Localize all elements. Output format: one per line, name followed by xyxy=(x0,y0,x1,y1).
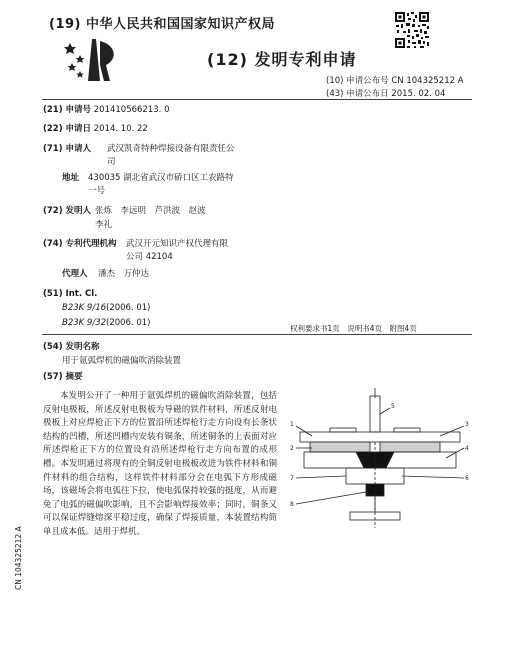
side-publication-number: CN 104325212 A xyxy=(14,526,23,590)
title-label: (54) 发明名称 xyxy=(43,342,100,352)
application-date-label: (22) 申请日 xyxy=(43,124,92,134)
figure-label-8: 8 xyxy=(290,501,294,508)
figure-label-2: 2 xyxy=(290,445,294,452)
application-number xyxy=(43,104,169,116)
support-block xyxy=(346,468,404,484)
patent-office-logo xyxy=(60,35,122,85)
workpiece-left xyxy=(310,442,370,452)
application-number-label: (21) 申请号 xyxy=(43,105,92,115)
agency-line1: 武汉开元知识产权代理有限 xyxy=(126,239,229,249)
document-type: (12) 发明专利申请 xyxy=(207,50,357,69)
publication-date-value: 2015. 02. 04 xyxy=(391,89,446,99)
application-number-value: 201410566213. 0 xyxy=(93,105,170,115)
agency-line2: 公司 42104 xyxy=(126,252,173,262)
figure-label-4: 4 xyxy=(465,445,469,452)
agent-label: 代理人 xyxy=(62,269,88,279)
inventors-line1: 张炼 李远明 芦洪波 赵波 xyxy=(95,206,206,216)
ipc-entry-2 xyxy=(62,317,151,329)
int-cl-label: (51) Int. Cl. xyxy=(43,289,98,299)
leader-5 xyxy=(380,408,390,414)
figure-label-7: 7 xyxy=(290,475,294,482)
figure-label-5: 5 xyxy=(391,403,395,410)
leader-1 xyxy=(296,426,312,436)
applicant-line1: 武汉凯奇特种焊接设备有限责任公 xyxy=(107,144,235,154)
leader-7 xyxy=(296,476,346,478)
application-date xyxy=(43,123,148,135)
leader-6 xyxy=(402,476,464,478)
abstract-label: (57) 摘要 xyxy=(43,372,83,382)
figure-label-3: 3 xyxy=(465,421,469,428)
abstract-text: 本发明公开了一种用于氩弧焊机的磁偏吹消除装置，包括反射电极板，所述反射电极板为导磁的铁件材料，所述反射电极板上对应焊枪正下方的位置沿所述焊枪行走方向设有长条状结构的凹槽，所述凹槽内安装有铜条，所述铜条的上表面对应所述焊枪正下方的位置设有沿所述焊枪行走方向布置的成形槽。本发明通过将现有的全铜反射电极板改进为铁件材料和铜件材料的组合结构，这样铁件材料部分会在电弧下方形成磁场，该磁场会将电弧往下拉，使电弧保持较强的挺度，从而避免了电弧的磁偏吹影响，且不会影响焊接效率；同时，铜条又可以保证焊缝熔深平稳过度，确保了焊接质量，本装置结构简单且成本低。适用于焊机。 xyxy=(43,391,277,537)
agency-label: (74) 专利代理机构 xyxy=(43,239,117,249)
header-rule xyxy=(42,99,472,100)
abstract-drawing xyxy=(290,388,470,538)
address-line1: 430035 湖北省武汉市硚口区工农路特 xyxy=(88,173,234,183)
publication-number-value: CN 104325212 A xyxy=(391,76,464,86)
workpiece-right xyxy=(380,442,440,452)
section-rule xyxy=(42,334,472,335)
ipc-entry-1 xyxy=(62,302,151,314)
address-label: 地址 xyxy=(62,173,80,183)
publication-date-label: (43) 申请公布日 xyxy=(326,89,389,99)
clamp-left xyxy=(330,428,356,432)
inventors-line2: 李礼 xyxy=(95,220,113,230)
publication-number-label: (10) 申请公布号 xyxy=(326,76,389,86)
issuing-office: (19) 中华人民共和国国家知识产权局 xyxy=(49,17,275,32)
torch-body xyxy=(370,396,380,432)
ipc-code-2: B23K 9/32 xyxy=(62,318,107,328)
ipc-year-1: (2006. 01) xyxy=(106,303,151,313)
publication-date xyxy=(326,87,445,99)
clamp-right xyxy=(394,428,420,432)
ipc-code-1: B23K 9/16 xyxy=(62,303,107,313)
applicant-line2: 司 xyxy=(107,157,116,167)
top-plate xyxy=(300,432,460,442)
ipc-year-2: (2006. 01) xyxy=(106,318,151,328)
address-line2: 一号 xyxy=(88,186,106,196)
figure-label-6: 6 xyxy=(465,475,469,482)
inventor-label: (72) 发明人 xyxy=(43,206,92,216)
qr-code xyxy=(394,11,430,49)
applicant-label: (71) 申请人 xyxy=(43,144,92,154)
leader-4 xyxy=(446,448,464,458)
publication-number xyxy=(326,74,464,86)
application-date-value: 2014. 10. 22 xyxy=(93,124,148,134)
agents: 潘杰 万仲达 xyxy=(98,269,150,279)
page-counts: 权利要求书1页 说明书4页 附图4页 xyxy=(290,324,417,333)
invention-title: 用于氩弧焊机的磁偏吹消除装置 xyxy=(62,356,182,366)
leader-8 xyxy=(296,492,366,504)
figure-label-1: 1 xyxy=(290,421,294,428)
